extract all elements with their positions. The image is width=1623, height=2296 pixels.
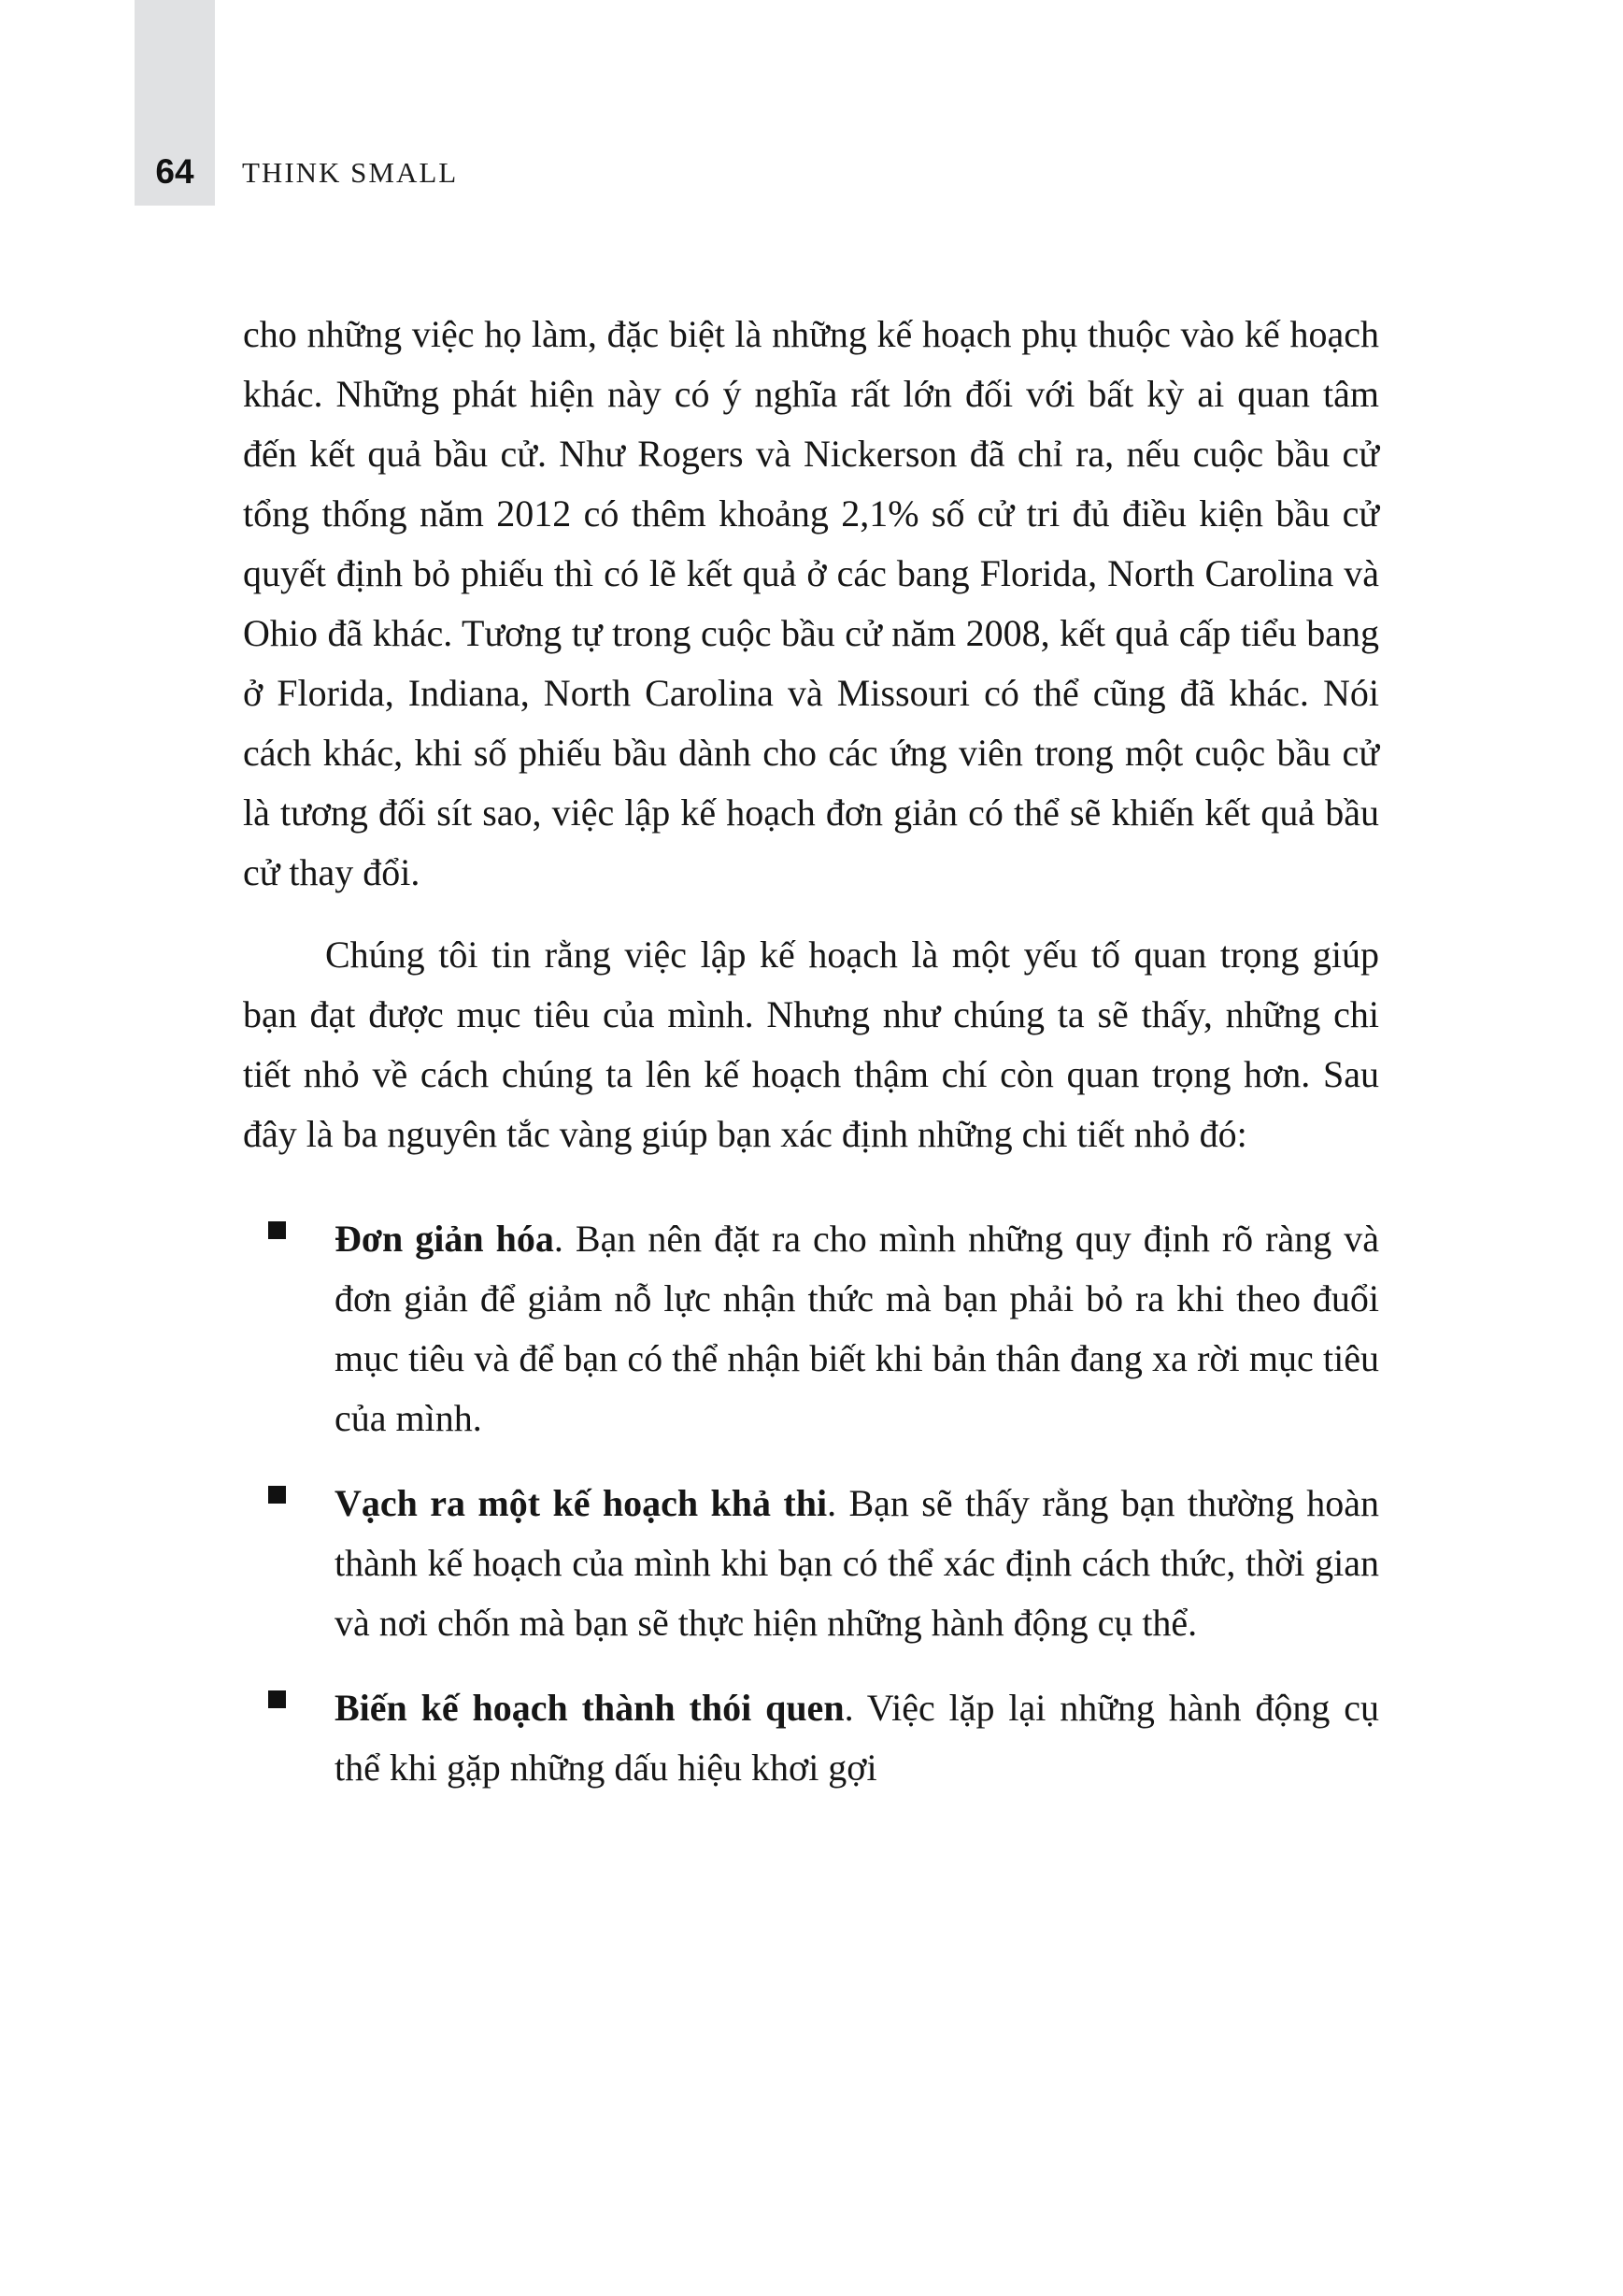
rule-text: . Việc lặp lại những hành động cụ thể khi gặp những dấu hiệu khơi gợi xyxy=(335,1687,1379,1789)
rule-lead: Đơn giản hóa xyxy=(335,1218,554,1260)
page-number-bar xyxy=(135,0,215,206)
list-item-simplify xyxy=(335,1209,1379,1448)
paragraph-continued: cho những việc họ làm, đặc biệt là những kế hoạch phụ thuộc vào kế hoạch khác. Những phát hiện này có ý nghĩa rất lớn đối với bất kỳ ai quan tâm đến kết quả bầu cử. Như Rogers và Nickerson đã chỉ ra, nếu cuộc bầu cử tổng thống năm 2012 có thêm khoảng 2,1% số cử tri đủ điều kiện bầu cử quyết định bỏ phiếu thì có lẽ kết quả ở các bang Florida, North Carolina và Ohio đã khác. Tương tự trong cuộc bầu cử năm 2008, kết quả cấp tiểu bang ở Florida, Indiana, North Carolina và Missouri có thể cũng đã khác. Nói cách khác, khi số phiếu bầu dành cho các ứng viên trong một cuộc bầu cử là tương đối sít sao, việc lập kế hoạch đơn giản có thể sẽ khiến kết quả bầu cử thay đổi. xyxy=(243,313,1379,893)
list-item-habit xyxy=(335,1678,1379,1798)
bullet-square-icon xyxy=(268,1221,286,1239)
bullet-square-icon xyxy=(268,1690,286,1708)
rule-text: . Bạn sẽ thấy rằng bạn thường hoàn thành kế hoạch của mình khi bạn có thể xác định cách thức, thời gian và nơi chốn mà bạn sẽ thực hiện những hành động cụ thể. xyxy=(335,1482,1379,1644)
running-title: THINK SMALL xyxy=(242,156,459,189)
page-body xyxy=(243,305,1379,1798)
list-item-actionable-plan xyxy=(335,1474,1379,1653)
rule-text: . Bạn nên đặt ra cho mình những quy định rõ ràng và đơn giản để giảm nỗ lực nhận thức mà bạn phải bỏ ra khi theo đuổi mục tiêu và để bạn có thể nhận biết khi bản thân đang xa rời mục tiêu của mình. xyxy=(335,1218,1379,1439)
rule-lead: Vạch ra một kế hoạch khả thi xyxy=(335,1482,828,1524)
rule-lead: Biến kế hoạch thành thói quen xyxy=(335,1687,845,1729)
bullet-square-icon xyxy=(268,1486,286,1504)
paragraph-intro-rules: Chúng tôi tin rằng việc lập kế hoạch là một yếu tố quan trọng giúp bạn đạt được mục tiêu của mình. Nhưng như chúng ta sẽ thấy, những chi tiết nhỏ về cách chúng ta lên kế hoạch thậm chí còn quan trọng hơn. Sau đây là ba nguyên tắc vàng giúp bạn xác định những chi tiết nhỏ đó: xyxy=(243,934,1379,1155)
golden-rules-list xyxy=(243,1209,1379,1798)
page-number: 64 xyxy=(155,152,194,191)
